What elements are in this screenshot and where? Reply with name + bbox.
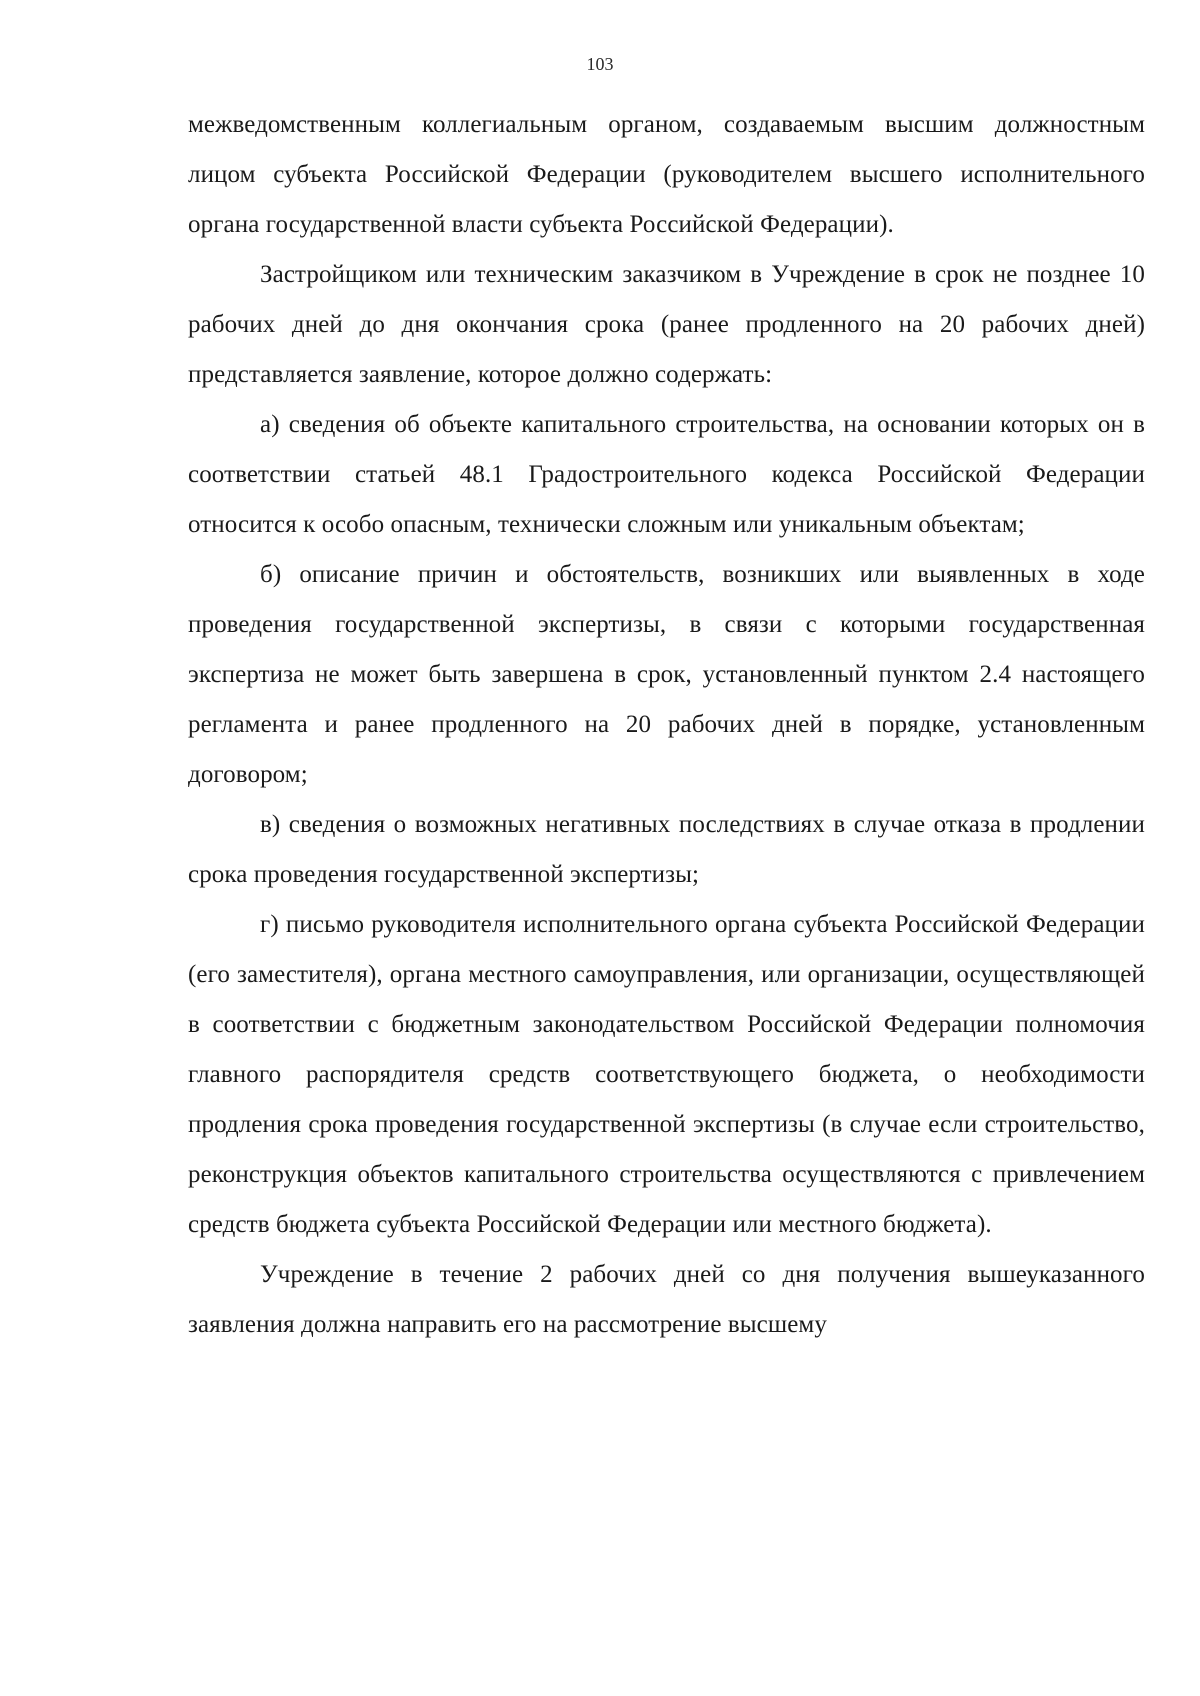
paragraph-continuation: межведомственным коллегиальным органом, создаваемым высшим должностным лицом субъекта Российской Федерации (руководителем высшего исполнительного органа государственной власти субъекта Российской Федерации). [188,111,1145,238]
paragraph-institution-action: Учреждение в течение 2 рабочих дней со дня получения вышеуказанного заявления должна направить его на рассмотрение высшему [188,1261,1145,1338]
list-item-a: а) сведения об объекте капитального строительства, на основании которых он в соответствии статьей 48.1 Градостроительного кодекса Российской Федерации относится к особо опасным, технически сложным или уникальным объектам; [188,411,1145,538]
page-number: 103 [586,54,614,74]
list-item-b: б) описание причин и обстоятельств, возникших или выявленных в ходе проведения государственной экспертизы, в связи с которыми государственная экспертиза не может быть завершена в срок, установленный пунктом 2.4 настоящего регламента и ранее продленного на 20 рабочих дней в порядке, установленным договором; [188,561,1145,788]
list-item-g: г) письмо руководителя исполнительного органа субъекта Российской Федерации (его заместителя), органа местного самоуправления, или организации, осуществляющей в соответствии с бюджетным законодательством Российской Федерации полномочия главного распорядителя средств соответствующего бюджета, о необходимости продления срока проведения государственной экспертизы (в случае если строительство, реконструкция объектов капитального строительства осуществляются с привлечением средств бюджета субъекта Российской Федерации или местного бюджета). [188,911,1145,1238]
paragraph-application-intro: Застройщиком или техническим заказчиком в Учреждение в срок не позднее 10 рабочих дней до дня окончания срока (ранее продленного на 20 рабочих дней) представляется заявление, которое должно содержать: [188,261,1145,388]
list-item-v: в) сведения о возможных негативных последствиях в случае отказа в продлении срока проведения государственной экспертизы; [188,811,1145,888]
body-text [188,100,1145,1350]
